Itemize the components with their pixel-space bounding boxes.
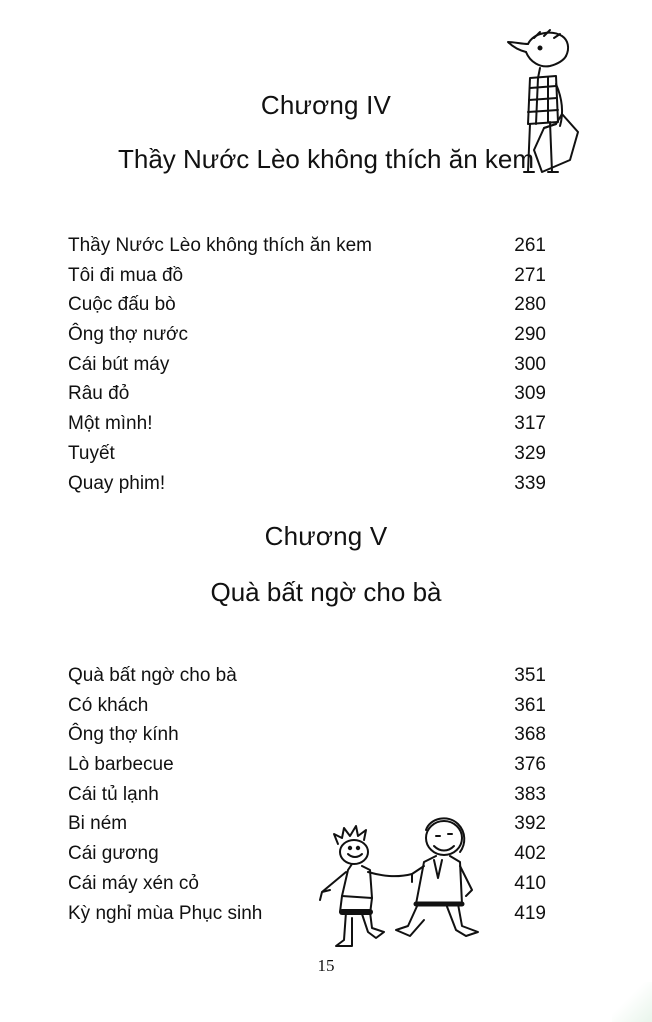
- toc-entry-page: 309: [514, 383, 546, 405]
- chapter-4-title: Thầy Nước Lèo không thích ăn kem: [118, 144, 534, 174]
- toc-entry-page: 392: [514, 813, 546, 835]
- toc-entry: [68, 231, 546, 261]
- toc-entry-page: 351: [514, 665, 546, 686]
- toc-entry-page: 290: [514, 324, 546, 346]
- toc-entry-page: 300: [514, 353, 546, 375]
- toc-entry: [68, 409, 546, 439]
- toc-entry-title: Ông thợ nước: [68, 324, 189, 346]
- toc-entry-page: 383: [514, 783, 546, 805]
- chapter-5-title: Quà bất ngờ cho bà: [210, 577, 442, 607]
- toc-entry-title: Ông thợ kính: [68, 724, 179, 746]
- toc-entry: [68, 750, 546, 780]
- toc-entry-page: 368: [514, 724, 546, 746]
- toc-entry-page: 271: [514, 264, 546, 286]
- toc-entry-title: Bi ném: [68, 813, 128, 835]
- toc-entry: [68, 691, 546, 721]
- toc-entry-title: Cái máy xén cỏ: [68, 872, 199, 894]
- toc-entry: [68, 350, 546, 380]
- chapter-4-label: Chương IV: [260, 90, 392, 120]
- toc-entry-page: 317: [514, 413, 546, 435]
- toc-entry-page: 410: [514, 872, 546, 894]
- toc-entry: [68, 661, 546, 691]
- toc-entry-title: Râu đỏ: [68, 383, 130, 405]
- toc-entry-page: 361: [514, 694, 546, 716]
- toc-entry: [68, 780, 546, 810]
- toc-entry-page: 402: [514, 843, 546, 865]
- toc-entry-title: Tôi đi mua đồ: [68, 264, 184, 286]
- toc-entry-page: 339: [514, 472, 546, 494]
- two-boys-walking-illustration: [316, 808, 498, 958]
- toc-entry-title: Quà bất ngờ cho bà: [68, 665, 237, 686]
- toc-entry-title: Quay phim!: [68, 472, 166, 494]
- toc-entry: [68, 320, 546, 350]
- toc-entry-title: Kỳ nghỉ mùa Phục sinh: [68, 902, 263, 924]
- toc-entry: [68, 379, 546, 409]
- chapter-5-label: Chương V: [264, 521, 388, 551]
- toc-entry: [68, 720, 546, 750]
- toc-entry-page: 261: [514, 235, 546, 256]
- toc-entry-title: Một mình!: [68, 413, 153, 435]
- toc-entry-title: Cuộc đấu bò: [68, 294, 176, 316]
- toc-entry: [68, 439, 546, 469]
- boy-with-bag-illustration: [500, 26, 582, 186]
- scan-corner-tint: [612, 982, 652, 1022]
- toc-entry-page: 419: [514, 902, 546, 924]
- toc-entry-title: Cái gương: [68, 843, 159, 865]
- chapter-4-contents: [68, 231, 546, 498]
- toc-entry-title: Thầy Nước Lèo không thích ăn kem: [68, 235, 372, 256]
- toc-entry: [68, 261, 546, 291]
- page-number: 15: [317, 956, 335, 975]
- toc-entry-title: Có khách: [68, 694, 149, 716]
- toc-entry-page: 376: [514, 754, 546, 776]
- toc-entry: [68, 290, 546, 320]
- toc-entry-title: Lò barbecue: [68, 754, 174, 776]
- toc-entry-title: Tuyết: [68, 442, 115, 464]
- toc-entry-page: 329: [514, 442, 546, 464]
- toc-entry-title: Cái bút máy: [68, 353, 170, 375]
- toc-entry-title: Cái tủ lạnh: [68, 783, 159, 805]
- toc-entry: [68, 469, 546, 499]
- toc-entry-page: 280: [514, 294, 546, 316]
